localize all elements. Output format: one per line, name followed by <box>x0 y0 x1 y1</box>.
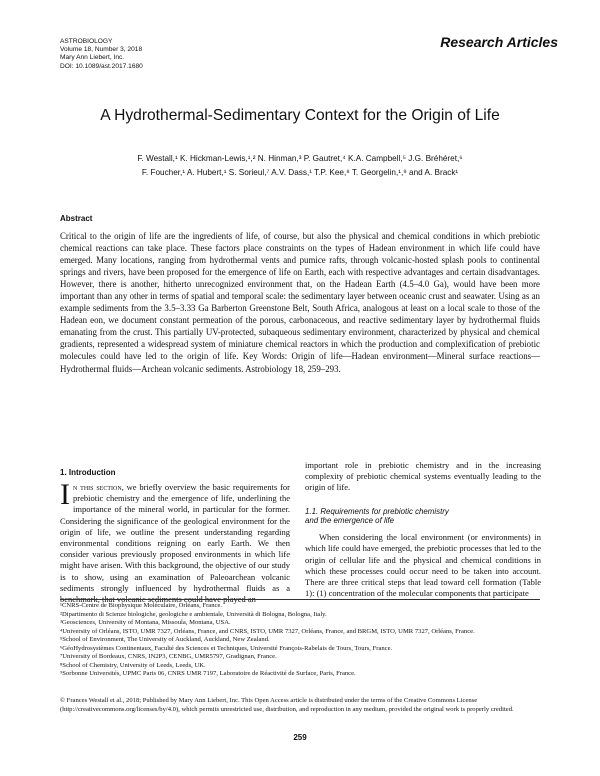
affiliation-item: ⁸School of Chemistry, University of Leeds, Leeds, UK. <box>60 661 206 669</box>
journal-publisher: Mary Ann Liebert, Inc. <box>60 54 125 62</box>
journal-info <box>60 38 143 71</box>
affiliation-item: ⁶GéoHydrosystèmes Continentaux, Faculté des Sciences et Techniques, Université François-Rabelais de Tours, Tours, France. <box>60 644 393 652</box>
affiliation-item: ³Geosciences, University of Montana, Missoula, Montana, USA. <box>60 619 231 626</box>
intro-smallcaps: n this section <box>73 482 122 492</box>
affiliation-item: ⁷University of Bordeaux, CNRS, IN2P3, CENBG, UMR5797, Gradignan, France. <box>60 653 277 660</box>
affiliation-item: ⁹Sorbonne Universités, UPMC Paris 06, CNRS UMR 7197, Laboratoire de Réactivité de Surface, Paris, France. <box>60 670 356 677</box>
license-notice: © Frances Westall et al., 2018; Published by Mary Ann Liebert, Inc. This Open Access article is distributed under the terms of the Creative Commons License (http://creativecommons.org/licenses/by/4.0), which permits unrestricted use, distribution, and reproduction in any medium, provided the original work is properly credited. <box>60 697 514 713</box>
author-list <box>60 152 540 180</box>
footnote-divider <box>60 599 540 600</box>
intro-paragraph-2: When considering the local environment (or environments) in which life could have emerged, the prebiotic processes that led to the origin of cellular life and the physical and chemical conditions in which these processes could occur need to be taken into account. There are three critical steps that lead toward cell formation (Table 1): (1) concentration of the molecular components that participate <box>305 532 541 599</box>
journal-volume: Volume 18, Number 3, 2018 <box>60 46 143 54</box>
journal-name: ASTROBIOLOGY <box>60 38 113 45</box>
author-line-1: F. Westall,¹ K. Hickman-Lewis,¹,² N. Hinman,³ P. Gautret,⁴ K.A. Campbell,⁵ J.G. Bréhéret,⁶ <box>137 154 463 163</box>
affiliations <box>60 602 542 679</box>
abstract-text: Critical to the origin of life are the ingredients of life, of course, but also the physical and chemical conditions in which prebiotic chemical reactions can take place. These factors place constraints on the types of Hadean environment in which life could have emerged. Many locations, ranging from hydrothermal vents and pumice rafts, through volcanic-hosted splash pools to continental springs and rivers, have been proposed for the emergence of life on Earth, each with respective advantages and certain disadvantages. However, there is another, hitherto unrecognized environment that, on the Hadean Earth (4.5–4.0 Ga), would have been more important than any other in terms of spatial and temporal scale: the sedimentary layer between oceanic crust and seawater. Using as an example sediments from the 3.5–3.33 Ga Barberton Greenstone Belt, South Africa, analogous at least on a local scale to those of the Hadean eon, we document constant permeation of the porous, carbonaceous, and reactive sedimentary layer by hydrothermal fluids emanating from the crust. This partially UV-protected, subaqueous sedimentary environment, characterized by physical and chemical gradients, represented a widespread system of miniature chemical reactors in which the production and complexification of prebiotic molecules could have led to the origin of life. Key Words: Origin of life—Hadean environment—Mineral surface reactions—Hydrothermal fluids—Archean volcanic sediments. Astrobiology 18, 259–293. <box>60 231 540 374</box>
body-column-right <box>305 460 541 599</box>
paper-title: A Hydrothermal-Sedimentary Context for the Origin of Life <box>100 107 500 124</box>
affiliation-item: ⁴University of Orléans, ISTO, UMR 7327, Orléans, France, and CNRS, ISTO, UMR 7327, Orléans, France, and BRGM, ISTO, UMR 7327, Orléans, France. <box>60 627 475 635</box>
intro-paragraph-1 <box>60 478 291 605</box>
affiliation-item: ⁵School of Environment, The University of Auckland, Auckland, New Zealand. <box>60 636 270 643</box>
body-column-left <box>60 478 291 605</box>
intro-paragraph-1-continued: important role in prebiotic chemistry and in the increasing complexity of prebiotic chemical systems eventually leading to the origin of life. <box>305 460 541 493</box>
affiliation-item: ¹CNRS-Centre de Biophysique Moléculaire, Orléans, France. <box>60 602 223 609</box>
subsection-heading-line-2: and the emergence of life <box>305 516 395 526</box>
drop-cap: I <box>60 478 70 511</box>
page-number: 259 <box>293 733 307 742</box>
introduction-heading: 1. Introduction <box>60 468 116 477</box>
affiliation-item: ²Dipartimento di Scienze biologiche, geologiche e ambientale, Università di Bologna, Bologna, Italy. <box>60 610 327 618</box>
subsection-heading-line-1: 1.1. Requirements for prebiotic chemistry <box>305 506 449 516</box>
journal-doi: DOI: 10.1089/ast.2017.1680 <box>60 62 143 70</box>
author-line-2: F. Foucher,¹ A. Hubert,¹ S. Sorieul,⁷ A.V. Dass,¹ T.P. Kee,⁸ T. Georgelin,¹,⁹ and A. Brack¹ <box>141 168 459 177</box>
intro-paragraph-1-text: , we briefly overview the basic requirements for prebiotic chemistry and the emergence of life, underlining the importance of the mineral world, in particular for the former. Considering the significance of the geological environment for the origin of life, we outline the present understanding regarding environmental conditions reigning on early Earth. We then consider various previously proposed environments in which life might have arisen. With this background, the objective of our study is to show, using an examination of Paleoarchean volcanic sediments strongly influenced by hydrothermal fluids as a benchmark, that volcanic sediments could have played an <box>60 482 291 605</box>
subsection-heading <box>305 507 541 527</box>
section-label: Research Articles <box>440 34 558 50</box>
abstract-heading: Abstract <box>60 214 93 223</box>
